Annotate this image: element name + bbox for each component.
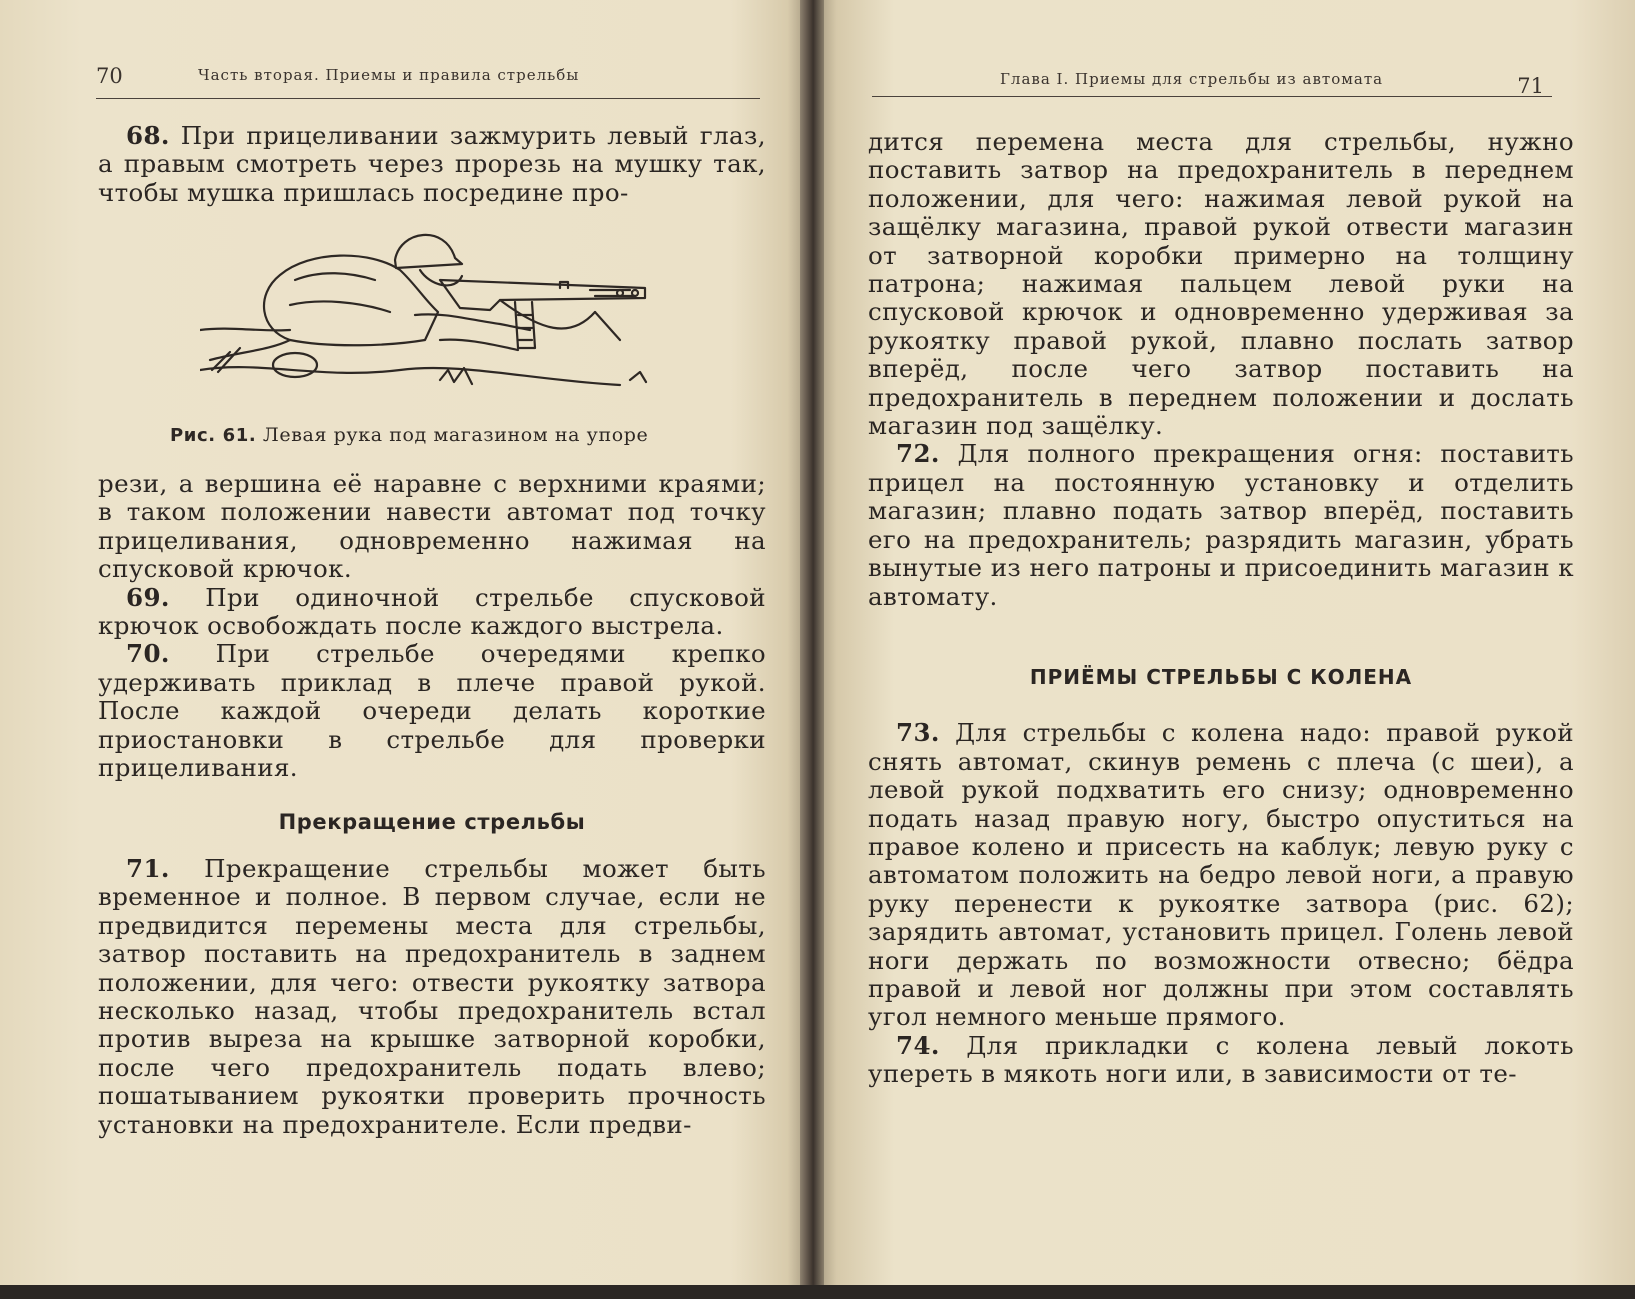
paragraph-68-continued: рези, а вершина её наравне с верхними краями; в таком положении навести автомат под точку прицеливания, одновременно нажимая на спусковой крючок. — [98, 469, 766, 584]
para-70-number: 70. — [126, 639, 170, 669]
para-73-text: Для стрельбы с колена надо: правой рукой снять автомат, скинув ремень с плеча (с шеи), а левой рукой подхватить его снизу; одновременно подать назад правую ногу, быстро опуститься на правое колено и присесть на каблук; левую руку с автоматом положить на бедро левой ноги, а правую руку перенести к рукоятке затвора (рис. 62); зарядить автомат, установить прицел. Голень левой ноги держать по возможности отвесно; бёдра правой и левой ног должны при этом составлять угол немного меньше прямого. — [868, 718, 1574, 1032]
left-running-title: Часть вторая. Приемы и правила стрельбы — [198, 66, 580, 84]
right-text — [868, 128, 1574, 1089]
right-page — [812, 0, 1635, 1299]
figure-caption-text: Левая рука под магазином на упоре — [262, 424, 649, 446]
right-page-number: 71 — [1517, 74, 1544, 98]
para-68-number: 68. — [126, 121, 170, 150]
right-running-head — [872, 56, 1552, 97]
para-70-text: При стрельбе очередями крепко удерживать приклад в плече правой рукой. После каждой очереди делать короткие приостановки в стрельбе для проверки прицеливания. — [98, 639, 766, 783]
para-69-number: 69. — [126, 582, 170, 612]
paragraph-71-continued: дится перемена места для стрельбы, нужно поставить затвор на предохранитель в переднем положении, для чего: нажимая левой рукой на защёлку магазина, правой рукой отвести магазин от затворной коробки примерно на толщину патрона; нажимая пальцем левой руки на спусковой крючок и одновременно удерживая за рукоятку правой рукой, плавно послать затвор вперёд, после чего затвор поставить на предохранитель в переднем положении и дослать магазин под защёлку. — [868, 127, 1574, 441]
para-71-text: Прекращение стрельбы может быть временное и полное. В первом случае, если не предвидится перемены места для стрельбы, затвор поставить на предохранитель в заднем положении, для чего: отвести рукоятку затвора несколько назад, чтобы предохранитель встал против выреза на крышке затворной коробки, после чего предохранитель подать влево; пошатыванием рукоятки проверить прочность установки на предохранителе. Если предви- — [98, 853, 766, 1139]
left-page — [0, 0, 812, 1299]
para-73-number: 73. — [896, 718, 940, 748]
paragraph-73 — [868, 719, 1574, 1031]
magazine-shape — [515, 302, 535, 348]
left-running-head — [96, 58, 760, 99]
ground-line — [200, 367, 620, 385]
section-heading-kneeling: ПРИЁМЫ СТРЕЛЬБЫ С КОЛЕНА — [1029, 664, 1413, 689]
left-text-bottom — [98, 470, 766, 1139]
figure-prone-soldier — [200, 220, 680, 410]
para-74-text: Для прикладки с колена левый локоть упереть в мякоть ноги или, в зависимости от те- — [868, 1030, 1574, 1089]
paragraph-71 — [98, 855, 766, 1139]
left-page-number: 70 — [96, 64, 123, 88]
paragraph-74 — [868, 1032, 1574, 1089]
figure-caption — [170, 424, 710, 446]
para-74-number: 74. — [896, 1030, 940, 1060]
left-text-top — [98, 122, 766, 207]
book-gutter — [800, 0, 824, 1299]
paragraph-72 — [868, 440, 1574, 610]
soldier-body — [264, 256, 438, 346]
section-heading-cease-fire: Прекращение стрельбы — [278, 810, 586, 835]
para-68-text: При прицеливании зажмурить левый глаз, а правым смотреть через прорезь на мушку так, чтобы мушка пришлась посредине про- — [98, 121, 766, 207]
book-bottom-edge — [0, 1285, 1635, 1299]
para-69-text: При одиночной стрельбе спусковой крючок освобождать после каждого выстрела. — [98, 582, 766, 641]
right-running-title: Глава I. Приемы для стрельбы из автомата — [1000, 70, 1384, 88]
para-72-text: Для полного прекращения огня: поставить прицел на постоянную установку и отделить магазин; плавно подать затвор вперёд, поставить его на предохранитель; разрядить магазин, убрать вынутые из него патроны и присоединить магазин к автомату. — [868, 439, 1574, 611]
figure-caption-label: Рис. 61. — [170, 425, 257, 446]
paragraph-68 — [98, 122, 766, 207]
helmet-shape — [395, 235, 462, 268]
paragraph-69 — [98, 584, 766, 641]
paragraph-70 — [98, 640, 766, 782]
para-71-number: 71. — [126, 853, 170, 883]
para-72-number: 72. — [896, 439, 940, 469]
